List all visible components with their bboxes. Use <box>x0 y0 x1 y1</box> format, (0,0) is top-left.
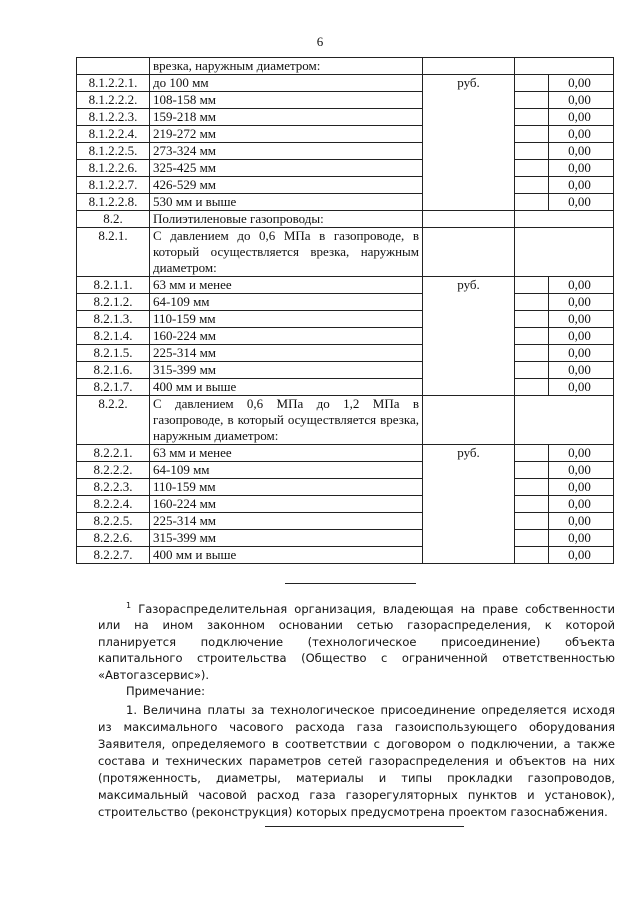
value-gap <box>518 126 548 142</box>
table-row <box>77 75 614 92</box>
value-number: 0,00 <box>548 530 610 546</box>
row-code: 8.2.2.7. <box>77 547 150 564</box>
value-gap <box>518 379 548 395</box>
row-code: 8.2.1.4. <box>77 328 150 345</box>
value-cell <box>515 530 614 547</box>
value-gap <box>518 345 548 361</box>
value-gap <box>518 547 548 563</box>
value-cell <box>515 462 614 479</box>
note-text: 1. Величина платы за технологическое присоединение определяется исходя из максимального часового расхода газа газоиспользующего оборудования Заявителя, определяемого в соответствии с договором о подключении, а также состава и технических параметров сетей газораспределения и объектов на них (протяженность, диаметры, материалы и типы прокладки газопроводов, максимальный часовой расход газа газорегуляторных пунктов и установок), строительство (реконструкция) которых предусмотрена проектом газоснабжения. <box>98 703 615 819</box>
value-number: 0,00 <box>548 362 610 378</box>
table-row <box>77 445 614 462</box>
row-code: 8.2.1.5. <box>77 345 150 362</box>
row-code: 8.2.2.6. <box>77 530 150 547</box>
row-description: 110-159 мм <box>150 311 423 328</box>
table-row <box>77 294 614 311</box>
value-box <box>518 177 610 193</box>
value-number: 0,00 <box>548 345 610 361</box>
footnote-text: Газораспределительная организация, владеющая на праве собственности или на ином законном основании сетью газораспределения, к которой планируется подключение (технологическое присоединение) объекта капитального строительства (Общество с ограниченной ответственностью «Автогазсервис»). <box>98 601 616 682</box>
unit-cell: руб. <box>423 277 515 396</box>
value-box <box>518 462 610 478</box>
value-box <box>518 547 610 563</box>
row-description: 108-158 мм <box>150 92 423 109</box>
row-code: 8.2.2.2. <box>77 462 150 479</box>
value-box <box>518 160 610 176</box>
table-row <box>77 328 614 345</box>
row-description: 325-425 мм <box>150 160 423 177</box>
value-cell <box>515 311 614 328</box>
value-number: 0,00 <box>548 496 610 512</box>
footnote-marker: 1 <box>126 601 132 610</box>
row-description: 110-159 мм <box>150 479 423 496</box>
value-box <box>518 311 610 327</box>
value-number: 0,00 <box>548 109 610 125</box>
row-description: Полиэтиленовые газопроводы: <box>150 211 423 228</box>
value-box <box>518 362 610 378</box>
value-gap <box>518 496 548 512</box>
value-box <box>518 75 610 91</box>
value-cell <box>515 277 614 294</box>
value-cell <box>515 445 614 462</box>
unit-cell-empty <box>423 228 515 277</box>
value-gap <box>518 328 548 344</box>
row-code: 8.1.2.2.8. <box>77 194 150 211</box>
row-code: 8.2.2. <box>77 396 150 445</box>
row-description: С давлением до 0,6 МПа в газопроводе, в который осуществляется врезка, наружным диаметром: <box>150 228 423 277</box>
row-code: 8.2.1.1. <box>77 277 150 294</box>
value-gap <box>518 445 548 461</box>
row-description: 315-399 мм <box>150 530 423 547</box>
row-description: 160-224 мм <box>150 496 423 513</box>
value-box <box>518 109 610 125</box>
row-code: 8.1.2.2.6. <box>77 160 150 177</box>
value-cell <box>515 345 614 362</box>
value-cell <box>515 194 614 211</box>
row-description: 273-324 мм <box>150 143 423 160</box>
table-row <box>77 362 614 379</box>
value-gap <box>518 294 548 310</box>
value-number: 0,00 <box>548 311 610 327</box>
table-row <box>77 479 614 496</box>
note-title: Примечание: <box>126 684 205 698</box>
row-description: С давлением 0,6 МПа до 1,2 МПа в газопроводе, в который осуществляется врезка, наружным диаметром: <box>150 396 423 445</box>
section-row <box>77 228 614 277</box>
row-code: 8.1.2.2.4. <box>77 126 150 143</box>
note-block <box>98 683 615 821</box>
value-cell <box>515 126 614 143</box>
unit-cell-empty <box>423 58 515 75</box>
row-code: 8.2.1.2. <box>77 294 150 311</box>
value-gap <box>518 177 548 193</box>
row-description: 63 мм и менее <box>150 277 423 294</box>
value-box <box>518 194 610 210</box>
value-cell-empty <box>515 211 614 228</box>
value-box <box>518 143 610 159</box>
value-number: 0,00 <box>548 513 610 529</box>
value-box <box>518 530 610 546</box>
table-row <box>77 496 614 513</box>
row-code: 8.2.1.7. <box>77 379 150 396</box>
value-number: 0,00 <box>548 194 610 210</box>
row-description: 219-272 мм <box>150 126 423 143</box>
row-code: 8.1.2.2.3. <box>77 109 150 126</box>
value-box <box>518 294 610 310</box>
table-row <box>77 530 614 547</box>
table-row <box>77 311 614 328</box>
value-number: 0,00 <box>548 294 610 310</box>
row-description: 225-314 мм <box>150 513 423 530</box>
row-description: 64-109 мм <box>150 294 423 311</box>
value-cell <box>515 92 614 109</box>
value-number: 0,00 <box>548 177 610 193</box>
continuation-row <box>77 58 614 75</box>
value-gap <box>518 143 548 159</box>
value-cell <box>515 75 614 92</box>
table-row <box>77 513 614 530</box>
row-code: 8.2.2.4. <box>77 496 150 513</box>
value-number: 0,00 <box>548 143 610 159</box>
value-box <box>518 345 610 361</box>
value-number: 0,00 <box>548 328 610 344</box>
value-gap <box>518 530 548 546</box>
value-number: 0,00 <box>548 277 610 293</box>
value-cell <box>515 379 614 396</box>
bottom-divider <box>265 826 464 827</box>
value-box <box>518 379 610 395</box>
row-code: 8.2.1. <box>77 228 150 277</box>
value-gap <box>518 160 548 176</box>
row-description: 63 мм и менее <box>150 445 423 462</box>
value-box <box>518 479 610 495</box>
value-gap <box>518 277 548 293</box>
value-cell <box>515 362 614 379</box>
row-code: 8.2.1.3. <box>77 311 150 328</box>
table-row <box>77 462 614 479</box>
section-row <box>77 396 614 445</box>
value-number: 0,00 <box>548 547 610 563</box>
table-row <box>77 92 614 109</box>
value-number: 0,00 <box>548 75 610 91</box>
value-number: 0,00 <box>548 92 610 108</box>
table-row <box>77 379 614 396</box>
row-code: 8.1.2.2.5. <box>77 143 150 160</box>
page-number: 6 <box>316 34 324 49</box>
value-number: 0,00 <box>548 479 610 495</box>
value-box <box>518 513 610 529</box>
value-cell <box>515 109 614 126</box>
value-number: 0,00 <box>548 462 610 478</box>
table-row <box>77 126 614 143</box>
row-code-empty <box>77 58 150 75</box>
value-gap <box>518 75 548 91</box>
value-cell-empty <box>515 228 614 277</box>
table-row <box>77 143 614 160</box>
value-number: 0,00 <box>548 126 610 142</box>
table-row <box>77 345 614 362</box>
table-row <box>77 177 614 194</box>
value-gap <box>518 479 548 495</box>
value-cell <box>515 143 614 160</box>
unit-cell: руб. <box>423 445 515 564</box>
value-cell-empty <box>515 58 614 75</box>
value-cell <box>515 328 614 345</box>
table-row <box>77 109 614 126</box>
value-number: 0,00 <box>548 160 610 176</box>
value-cell-empty <box>515 396 614 445</box>
row-description: 400 мм и выше <box>150 379 423 396</box>
value-box <box>518 126 610 142</box>
row-code: 8.2.2.3. <box>77 479 150 496</box>
value-box <box>518 92 610 108</box>
row-description: 64-109 мм <box>150 462 423 479</box>
row-code: 8.2.2.5. <box>77 513 150 530</box>
row-description: 225-314 мм <box>150 345 423 362</box>
tariff-table <box>76 57 614 564</box>
row-description: 530 мм и выше <box>150 194 423 211</box>
value-gap <box>518 92 548 108</box>
row-description: 159-218 мм <box>150 109 423 126</box>
value-box <box>518 277 610 293</box>
value-gap <box>518 109 548 125</box>
table-row <box>77 194 614 211</box>
table-row <box>77 160 614 177</box>
value-box <box>518 445 610 461</box>
table-row <box>77 277 614 294</box>
section-row <box>77 211 614 228</box>
unit-cell-empty <box>423 396 515 445</box>
row-code: 8.2.2.1. <box>77 445 150 462</box>
value-gap <box>518 462 548 478</box>
row-code: 8.1.2.2.2. <box>77 92 150 109</box>
row-description: 426-529 мм <box>150 177 423 194</box>
value-cell <box>515 513 614 530</box>
row-description: 160-224 мм <box>150 328 423 345</box>
row-code: 8.2. <box>77 211 150 228</box>
unit-cell: руб. <box>423 75 515 211</box>
value-box <box>518 496 610 512</box>
table-row <box>77 547 614 564</box>
value-gap <box>518 194 548 210</box>
value-cell <box>515 479 614 496</box>
row-description: до 100 мм <box>150 75 423 92</box>
row-code: 8.1.2.2.1. <box>77 75 150 92</box>
row-description: 400 мм и выше <box>150 547 423 564</box>
unit-cell-empty <box>423 211 515 228</box>
value-number: 0,00 <box>548 379 610 395</box>
row-code: 8.1.2.2.7. <box>77 177 150 194</box>
value-gap <box>518 311 548 327</box>
value-gap <box>518 513 548 529</box>
value-box <box>518 328 610 344</box>
value-gap <box>518 362 548 378</box>
row-code: 8.2.1.6. <box>77 362 150 379</box>
value-number: 0,00 <box>548 445 610 461</box>
value-cell <box>515 294 614 311</box>
row-description: 315-399 мм <box>150 362 423 379</box>
row-description: врезка, наружным диаметром: <box>150 58 423 75</box>
value-cell <box>515 160 614 177</box>
value-cell <box>515 177 614 194</box>
footnote <box>98 598 615 683</box>
tariff-table-body <box>77 58 614 564</box>
value-cell <box>515 496 614 513</box>
footnote-divider <box>285 583 416 584</box>
value-cell <box>515 547 614 564</box>
